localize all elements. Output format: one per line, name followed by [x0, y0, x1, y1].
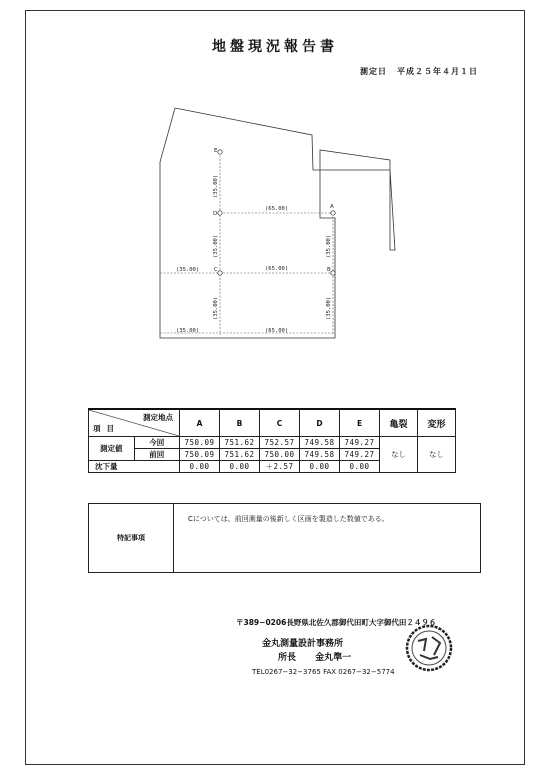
grid-lines [160, 152, 333, 335]
measure-date-value: 平成２５年４月１日 [397, 67, 478, 76]
cell-previous-c: 750.00 [260, 449, 300, 461]
cell-current-c: 752.57 [260, 437, 300, 449]
table-corner-header [89, 409, 180, 437]
col-header-e: E [340, 409, 380, 437]
col-header-c: C [260, 409, 300, 437]
notes-table [88, 503, 481, 573]
point-b-label: B [327, 267, 331, 273]
cell-previous-b: 751.62 [220, 449, 260, 461]
col-header-deform: 変形 [418, 409, 456, 437]
col-header-a: A [180, 409, 220, 437]
footer-director-name: 金丸準一 [315, 653, 352, 663]
notes-text: Cについては、前回測量の後新しく区画を製造した数値である。 [174, 504, 481, 573]
dim-middle-horizontal: (65.00) [265, 266, 289, 272]
site-plan [150, 100, 420, 340]
cell-current-b: 751.62 [220, 437, 260, 449]
point-a-marker [331, 211, 335, 215]
dim-bottom-horizontal: (65.00) [265, 328, 289, 334]
point-c-label: C [214, 267, 218, 273]
cell-current-a: 750.09 [180, 437, 220, 449]
footer-contact: TEL0267−32−3765 FAX 0267−32−5774 [252, 668, 395, 676]
dim-left-vertical-upper: (35.00) [213, 174, 219, 198]
point-b-marker [331, 271, 335, 275]
point-e-label: E [214, 148, 218, 154]
row-label-current: 今回 [134, 437, 180, 449]
row-group-measured: 測定値 [89, 437, 135, 461]
company-seal-stamp [404, 621, 454, 675]
dim-left-middle: (35.00) [176, 267, 200, 273]
footer-director [278, 650, 351, 663]
dim-left-vertical-middle: (35.00) [213, 234, 219, 258]
point-e-marker [218, 150, 222, 154]
dim-right-vertical-lower: (35.00) [326, 296, 332, 320]
dim-top-horizontal: (65.00) [265, 206, 289, 212]
point-d-label: D [213, 211, 218, 217]
footer-director-title: 所長 [278, 653, 297, 663]
lot-outline [160, 108, 395, 338]
page-title: 地盤現況報告書 [212, 39, 338, 55]
point-d-marker [218, 211, 222, 215]
point-a-label: A [330, 204, 334, 210]
cell-current-e: 749.27 [340, 437, 380, 449]
col-header-d: D [300, 409, 340, 437]
dim-left-bottom: (35.00) [176, 328, 200, 334]
footer-company: 金丸測量設計事務所 [262, 639, 344, 649]
cell-previous-e: 749.27 [340, 449, 380, 461]
dim-left-vertical-lower: (35.00) [213, 296, 219, 320]
row-label-settlement: 沈下量 [89, 461, 180, 473]
cell-settle-c: ＋2.57 [260, 461, 300, 473]
col-header-crack: 亀裂 [380, 409, 418, 437]
dim-right-vertical-upper: (35.00) [326, 234, 332, 258]
notes-label: 特記事項 [89, 504, 174, 573]
row-label-previous: 前回 [134, 449, 180, 461]
cell-settle-a: 0.00 [180, 461, 220, 473]
point-c-marker [218, 271, 222, 275]
cell-settle-b: 0.00 [220, 461, 260, 473]
header-measure-point: 測定地点 [143, 413, 173, 422]
cell-current-d: 749.58 [300, 437, 340, 449]
footer-address: 〒389−0206長野県北佐久郡御代田町大字御代田２４９６ [236, 618, 437, 627]
cell-settle-d: 0.00 [300, 461, 340, 473]
measure-date [360, 66, 478, 77]
cell-settle-e: 0.00 [340, 461, 380, 473]
table-row [89, 437, 456, 449]
cell-previous-a: 750.09 [180, 449, 220, 461]
cell-deform-value: なし [418, 437, 456, 473]
measure-date-label: 測定日 [360, 67, 387, 76]
cell-previous-d: 749.58 [300, 449, 340, 461]
cell-crack-value: なし [380, 437, 418, 473]
col-header-b: B [220, 409, 260, 437]
survey-table [88, 408, 456, 473]
header-item: 項目 [93, 424, 120, 433]
